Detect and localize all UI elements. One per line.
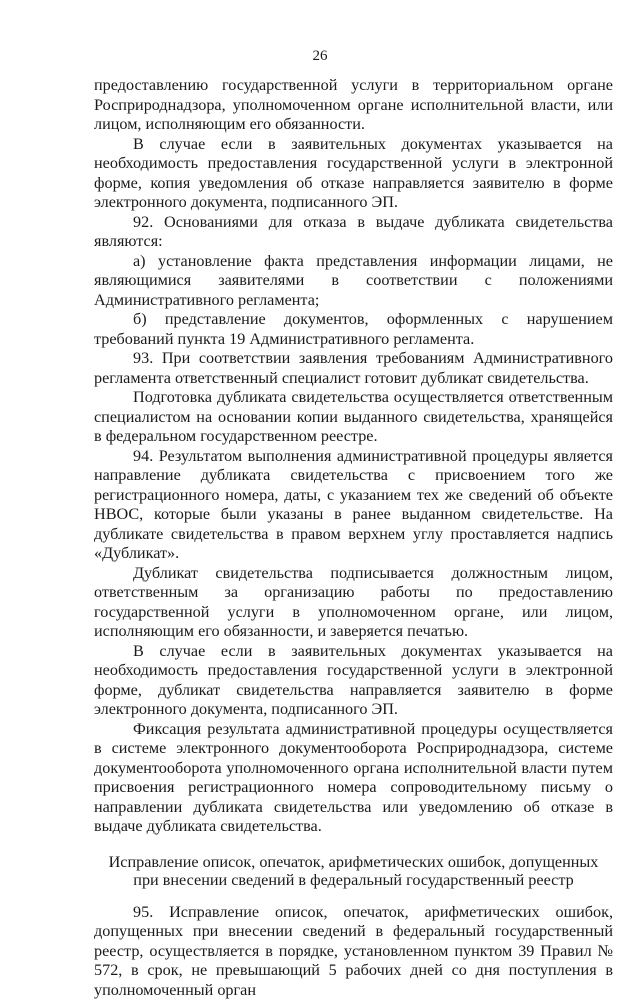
paragraph-electronic-refusal: В случае если в заявительных документах указывается на необходимость предоставления государственной услуги в электронной форме, копия уведомления об отказе направляется заявителю в форме электронного документа, подписанного ЭП.: [94, 135, 613, 213]
paragraph-result-recording: Фиксация результата административной процедуры осуществляется в системе электронного документооборота Росприроднадзора, системе документооборота уполномоченного органа исполнительной власти путем присвоения регистрационного номера сопроводительному письму о направлении дубликата свидетельства или уведомлению об отказе в выдаче дубликата свидетельства.: [94, 720, 613, 837]
paragraph-continuation: предоставлению государственной услуги в территориальном органе Росприроднадзора, уполномоченном органе исполнительной власти, или лицом, исполняющим его обязанности.: [94, 76, 613, 135]
paragraph-94: 94. Результатом выполнения административной процедуры является направление дубликата свидетельства с присвоением того же регистрационного номера, даты, с указанием тех же сведений об объекте НВОС, которые были указаны в ранее выданном свидетельстве. На дубликате свидетельства в правом верхнем углу проставляется надпись «Дубликат».: [94, 447, 613, 564]
paragraph-duplicate-signing: Дубликат свидетельства подписывается должностным лицом, ответственным за организацию работы по предоставлению государственной услуги в уполномоченном органе, или лицом, исполняющим его обязанности, и заверяется печатью.: [94, 564, 613, 642]
paragraph-95: 95. Исправление описок, опечаток, арифметических ошибок, допущенных при внесении сведений в федеральный государственный реестр, осуществляется в порядке, установленном пунктом 39 Правил № 572, в срок, не превышающий 5 рабочих дней со дня поступления в уполномоченный орган: [94, 903, 613, 1000]
page-number: 26: [0, 47, 640, 67]
paragraph-duplicate-preparation: Подготовка дубликата свидетельства осуществляется ответственным специалистом на основании копии выданного свидетельства, хранящейся в федеральном государственном реестре.: [94, 388, 613, 447]
section-heading-line-2: при внесении сведений в федеральный государственный реестр: [94, 871, 613, 889]
document-body: [94, 76, 613, 1000]
paragraph-92: 92. Основаниями для отказа в выдаче дубликата свидетельства являются:: [94, 213, 613, 252]
section-heading-line-1: Исправление описок, опечаток, арифметических ошибок, допущенных: [94, 853, 613, 871]
paragraph-92-b: б) представление документов, оформленных с нарушением требований пункта 19 Административного регламента.: [94, 310, 613, 349]
paragraph-93: 93. При соответствии заявления требованиям Административного регламента ответственный специалист готовит дубликат свидетельства.: [94, 349, 613, 388]
paragraph-92-a: а) установление факта представления информации лицами, не являющимися заявителями в соответствии с положениями Административного регламента;: [94, 252, 613, 311]
paragraph-electronic-duplicate: В случае если в заявительных документах указывается на необходимость предоставления государственной услуги в электронной форме, дубликат свидетельства направляется заявителю в форме электронного документа, подписанного ЭП.: [94, 642, 613, 720]
section-heading: [94, 853, 613, 889]
